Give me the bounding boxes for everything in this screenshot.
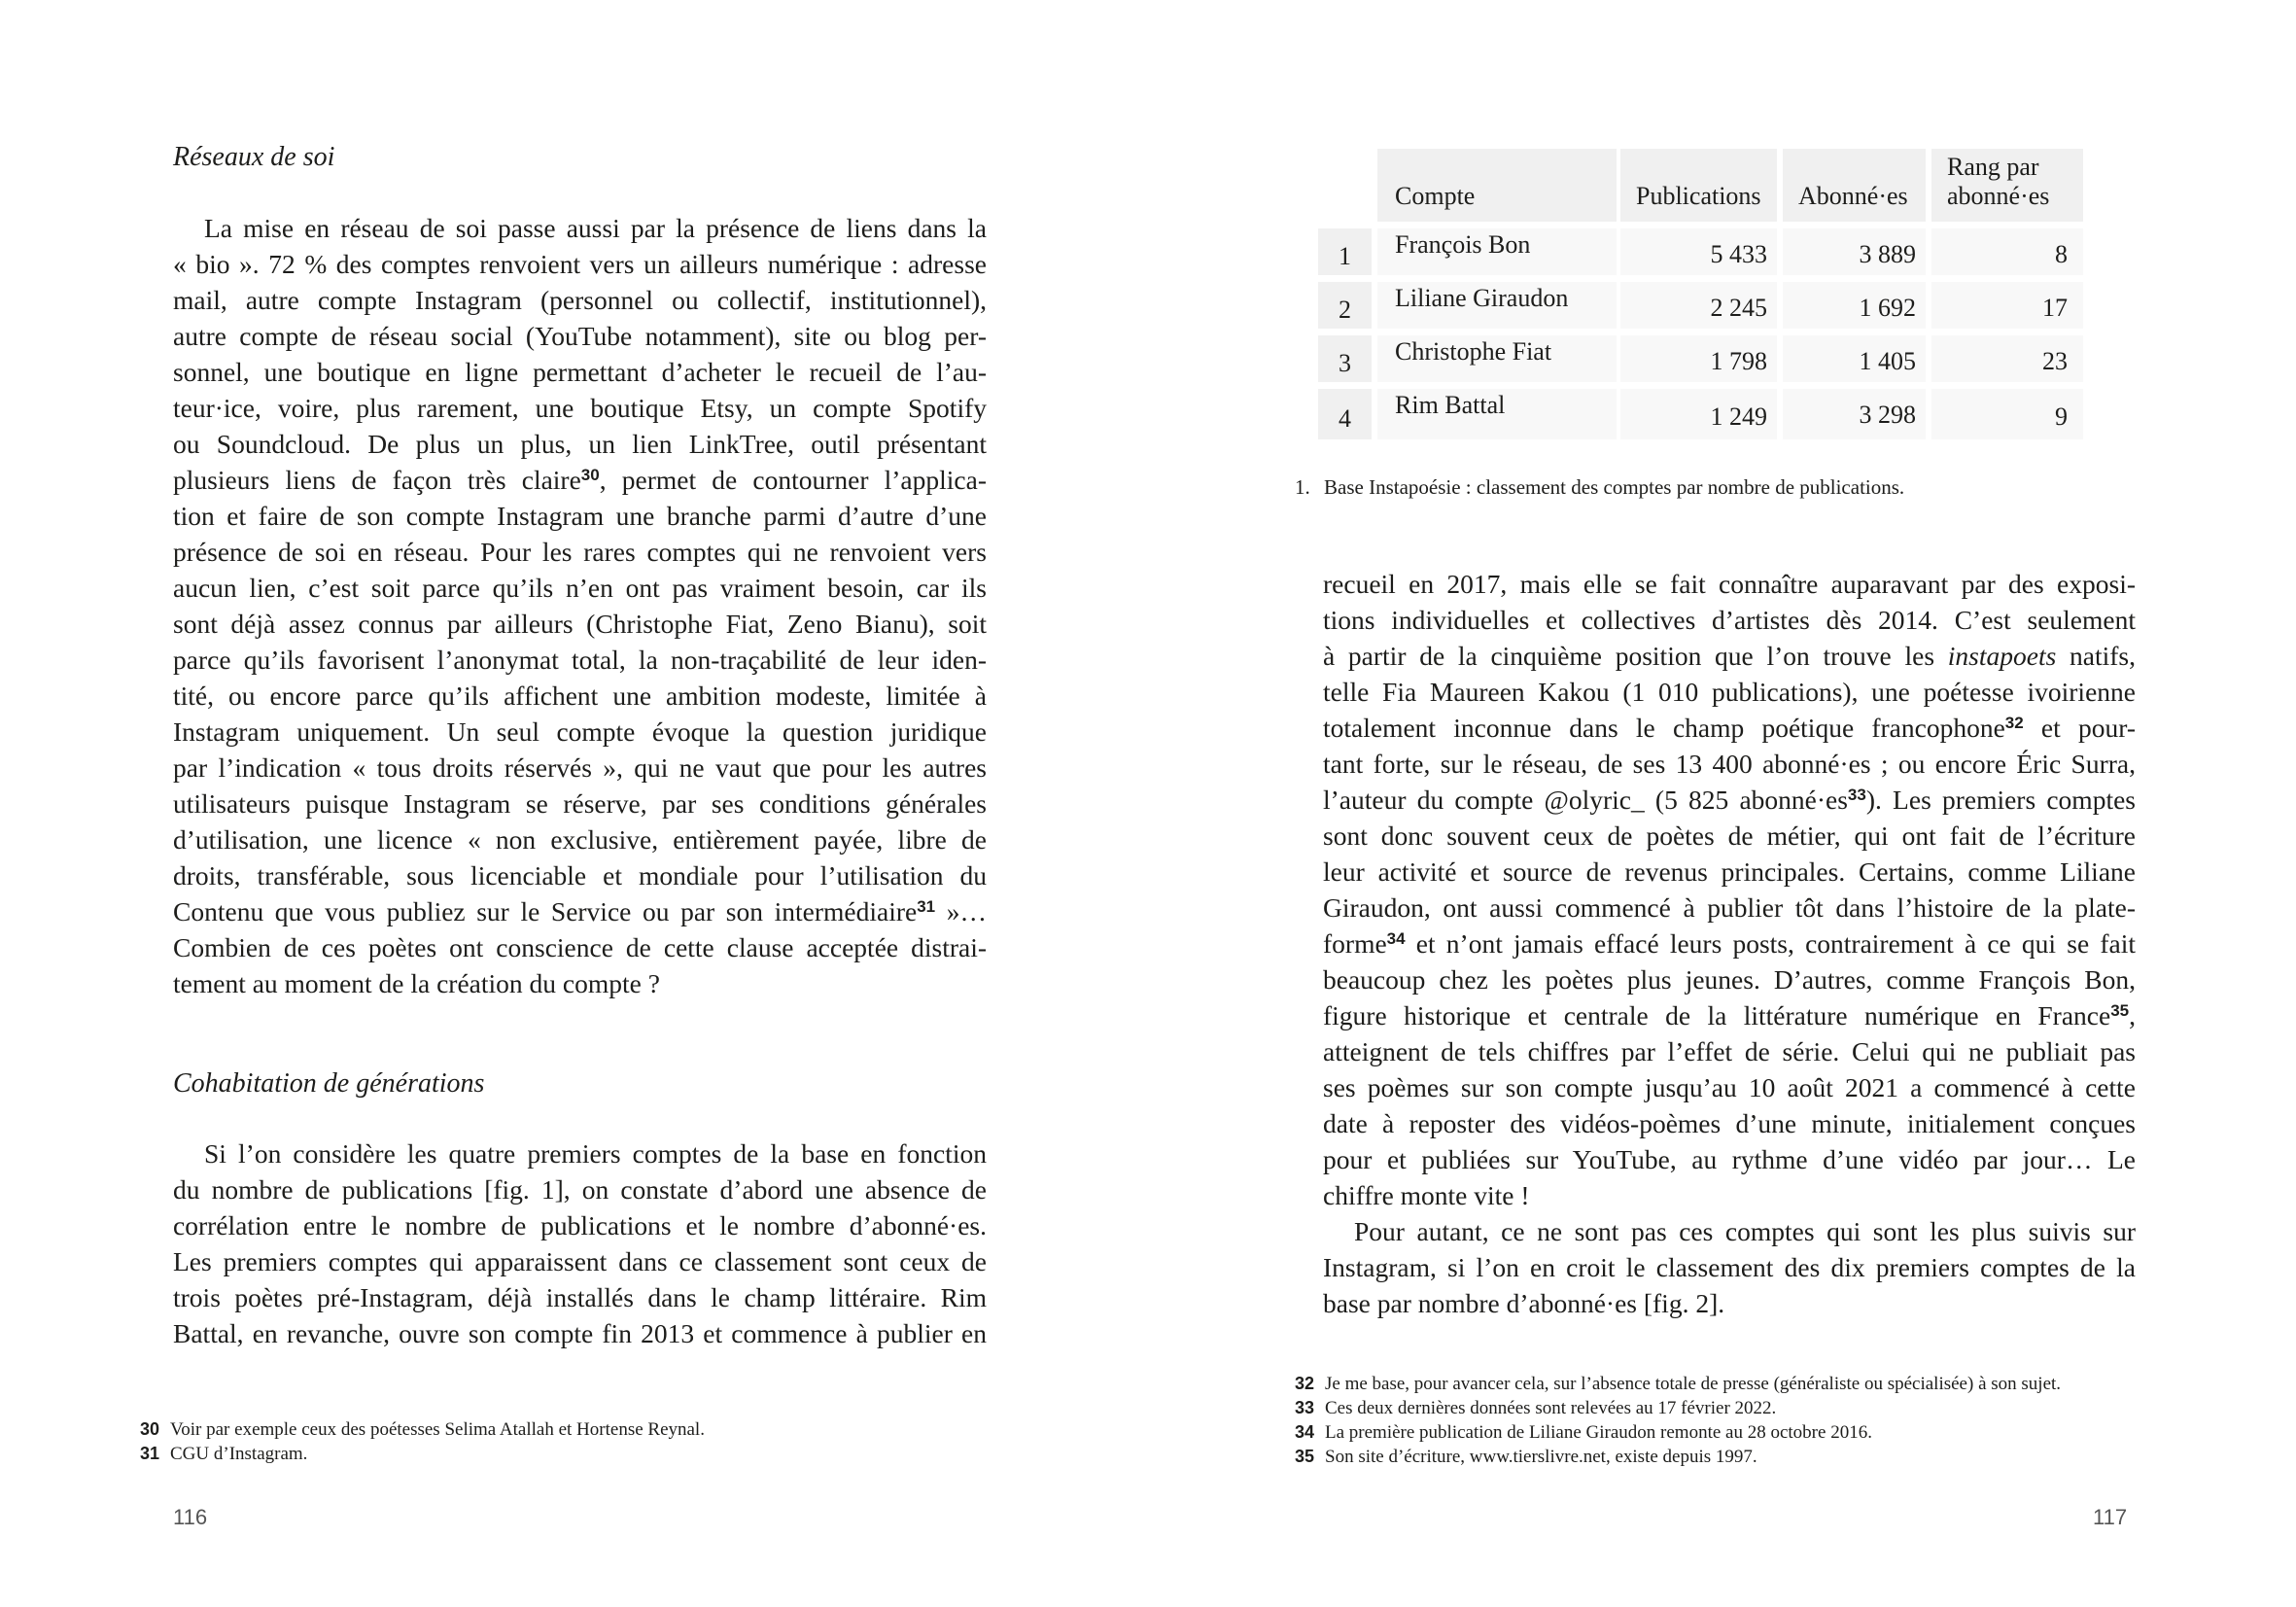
footnote-ref-35[interactable]: 35: [2110, 1001, 2130, 1020]
text-line: base par nombre d’abonné·es [fig. 2].: [1323, 1288, 1725, 1318]
cell-compte: François Bon: [1377, 228, 1617, 275]
text-line: tement au moment de la création du compte ?: [173, 968, 660, 998]
text-segment: natifs,: [2056, 641, 2136, 671]
row-rank: 3: [1318, 335, 1372, 382]
text-line: mail, autre compte Instagram (personnel ou collectif, institutionnel),: [173, 285, 987, 315]
text-line: tion et faire de son compte Instagram une branche parmi d’autre d’une: [173, 501, 987, 531]
row-rank: 4: [1318, 389, 1372, 439]
cell-publications: 1 249: [1620, 389, 1777, 439]
footnote-text: Voir par exemple ceux des poétesses Selima Atallah et Hortense Reynal.: [170, 1419, 705, 1440]
cell-compte: Rim Battal: [1377, 389, 1617, 439]
page-number-left: 116: [173, 1505, 208, 1529]
text-line: présence de soi en réseau. Pour les rares comptes qui ne renvoient vers: [173, 537, 987, 567]
text-segment: ). Les premiers comptes: [1865, 785, 2136, 815]
figure-1-table: [1318, 149, 2083, 446]
footnote-number: 32: [1295, 1374, 1315, 1393]
cell-rang: 9: [1931, 389, 2083, 439]
text-line: par l’indication « tous droits réservés », qui ne vaut que pour les autres: [173, 752, 987, 783]
cell-abonnes: 3 889: [1783, 228, 1926, 275]
text-line: utilisateurs puisque Instagram se réserve, par ses conditions générales: [173, 788, 987, 819]
text-segment: l’auteur du compte @olyric_ (5 825 abonné·es: [1323, 785, 1848, 815]
footnotes-left: [140, 1417, 705, 1466]
footnote-ref-34[interactable]: 34: [1386, 929, 1406, 948]
footnote-number: 34: [1295, 1422, 1315, 1442]
text-line: chiffre monte vite !: [1323, 1180, 1530, 1210]
table-header-rang: [1931, 149, 2083, 222]
text-line: « bio ». 72 % des comptes renvoient vers un ailleurs numérique : adresse: [173, 249, 987, 279]
text-line: droits, transférable, sous licenciable et mondiale pour l’utilisation du: [173, 860, 987, 891]
paragraph-reseaux: [173, 210, 987, 1001]
text-segment: forme: [1323, 928, 1387, 959]
text-line: [173, 893, 987, 929]
footnotes-right: [1295, 1372, 2061, 1469]
footnote-number: 33: [1295, 1398, 1315, 1417]
text-segment: totalement inconnue dans le champ poétique francophone: [1323, 713, 2005, 743]
text-line: date à reposter des vidéos-poèmes d’une minute, initialement conçues: [1323, 1108, 2136, 1138]
text-line: teur·ice, voire, plus rarement, une boutique Etsy, un compte Spotify: [173, 393, 987, 423]
text-segment: ,: [2129, 1000, 2136, 1031]
text-line: aucun lien, c’est soit parce qu’ils n’en ont pas vraiment besoin, car ils: [173, 573, 987, 603]
text-line: pour et publiées sur YouTube, au rythme d’une vidéo par jour… Le: [1323, 1144, 2136, 1174]
text-line: corrélation entre le nombre de publications et le nombre d’abonné·es.: [173, 1210, 987, 1240]
page-number-right: 117: [2093, 1505, 2128, 1529]
cell-rang: 17: [1931, 282, 2083, 329]
row-rank: 1: [1318, 228, 1372, 275]
text-line: Instagram uniquement. Un seul compte évoque la question juridique: [173, 716, 987, 747]
footnote-ref-33[interactable]: 33: [1847, 786, 1866, 804]
footnote-ref-30[interactable]: 30: [580, 466, 600, 484]
table-header-abonnes: Abonné·es: [1783, 149, 1926, 222]
footnote-30: [140, 1417, 705, 1442]
text-line: Combien de ces poètes ont conscience de cette clause acceptée distrai-: [173, 932, 987, 962]
cell-compte: Christophe Fiat: [1377, 335, 1617, 382]
text-line: d’utilisation, une licence « non exclusive, entièrement payée, libre de: [173, 824, 987, 855]
text-line: recueil en 2017, mais elle se fait connaître auparavant par des exposi-: [1323, 569, 2136, 599]
text-segment: et n’ont jamais effacé leurs posts, contrairement à ce qui se fait: [1405, 928, 2136, 959]
text-line: [1323, 926, 2136, 961]
text-line: [1323, 782, 2136, 818]
paragraph-right: [1323, 566, 2136, 1321]
text-line: tant forte, sur le réseau, de ses 13 400 abonné·es ; ou encore Éric Surra,: [1323, 749, 2136, 779]
caption-number: 1.: [1295, 475, 1310, 499]
footnote-34: [1295, 1420, 2061, 1445]
table-header-rang-line2: abonné·es: [1947, 182, 2050, 210]
text-line: Battal, en revanche, ouvre son compte fin 2013 et commence à publier en: [173, 1318, 987, 1348]
text-line: Instagram, si l’on en croit le classement des dix premiers comptes de la: [1323, 1252, 2136, 1282]
text-line: Giraudon, ont aussi commencé à publier tôt dans l’histoire de la plate-: [1323, 892, 2136, 923]
text-line: du nombre de publications [fig. 1], on constate d’abord une absence de: [173, 1174, 987, 1205]
section-heading-cohabitation: Cohabitation de générations: [173, 1068, 485, 1099]
row-rank: 2: [1318, 282, 1372, 329]
text-line: Les premiers comptes qui apparaissent dans ce classement sont ceux de: [173, 1246, 987, 1276]
footnote-ref-32[interactable]: 32: [2004, 714, 2024, 732]
footnote-text: La première publication de Liliane Giraudon remonte au 28 octobre 2016.: [1325, 1422, 1872, 1443]
footnote-text: Je me base, pour avancer cela, sur l’absence totale de presse (généraliste ou spécialisée) à son sujet.: [1325, 1374, 2062, 1394]
text-line: Si l’on considère les quatre premiers comptes de la base en fonction: [204, 1138, 987, 1169]
cell-abonnes: 1 405: [1783, 335, 1926, 382]
text-line: telle Fia Maureen Kakou (1 010 publications), une poétesse ivoirienne: [1323, 677, 2136, 707]
cell-publications: 1 798: [1620, 335, 1777, 382]
italic-term: instapoets: [1947, 641, 2057, 671]
cell-compte: Liliane Giraudon: [1377, 282, 1617, 329]
text-line: [1323, 710, 2136, 746]
cell-abonnes: 1 692: [1783, 282, 1926, 329]
figure-1-caption: [1295, 474, 1904, 500]
table-header-rang-line1: Rang par: [1947, 153, 2039, 181]
footnote-31: [140, 1442, 705, 1466]
text-line: trois poètes pré-Instagram, déjà installés dans le champ littéraire. Rim: [173, 1282, 987, 1312]
footnote-ref-31[interactable]: 31: [917, 897, 936, 916]
text-line: tions individuelles et collectives d’artistes dès 2014. C’est seulement: [1323, 605, 2136, 635]
text-line: ses poèmes sur son compte jusqu’au 10 août 2021 a commencé à cette: [1323, 1072, 2136, 1102]
footnote-32: [1295, 1372, 2061, 1396]
table-header-compte: Compte: [1377, 149, 1617, 222]
text-line: atteignent de tels chiffres par l’effet de série. Celui qui ne publiait pas: [1323, 1036, 2136, 1066]
text-line: Pour autant, ce ne sont pas ces comptes qui sont les plus suivis sur: [1354, 1216, 2136, 1246]
footnote-35: [1295, 1445, 2061, 1469]
cell-publications: 5 433: [1620, 228, 1777, 275]
cell-rang: 8: [1931, 228, 2083, 275]
footnote-number: 35: [1295, 1447, 1315, 1466]
cell-publications: 2 245: [1620, 282, 1777, 329]
text-line: La mise en réseau de soi passe aussi par la présence de liens dans la: [204, 213, 987, 243]
paragraph-cohabitation: [173, 1135, 987, 1351]
text-line: parce qu’ils favorisent l’anonymat total, la non-traçabilité de leur iden-: [173, 645, 987, 675]
footnote-text: Ces deux dernières données sont relevées au 17 février 2022.: [1325, 1398, 1777, 1418]
text-line: autre compte de réseau social (YouTube notamment), site ou blog per-: [173, 321, 987, 351]
table-header-publications: Publications: [1620, 149, 1777, 222]
text-line: ou Soundcloud. De plus un plus, un lien LinkTree, outil présentant: [173, 429, 987, 459]
text-segment: figure historique et centrale de la littérature numérique en France: [1323, 1000, 2111, 1031]
text-line: leur activité et source de revenus principales. Certains, comme Liliane: [1323, 856, 2136, 887]
text-line: [173, 462, 987, 498]
footnote-text: Son site d’écriture, www.tierslivre.net, existe depuis 1997.: [1325, 1447, 1757, 1467]
text-segment: , permet de contourner l’applica-: [599, 465, 987, 495]
text-segment: et pour-: [2023, 713, 2136, 743]
text-line: beaucoup chez les poètes plus jeunes. D’autres, comme François Bon,: [1323, 964, 2136, 995]
text-line: tité, ou encore parce qu’ils affichent une ambition modeste, limitée à: [173, 681, 987, 711]
text-segment: Contenu que vous publiez sur le Service ou par son intermédiaire: [173, 896, 918, 926]
text-line: sonnel, une boutique en ligne permettant d’acheter le recueil de l’au-: [173, 357, 987, 387]
cell-abonnes: 3 298: [1783, 389, 1926, 439]
text-line: [1323, 638, 2136, 674]
footnote-text: CGU d’Instagram.: [170, 1444, 308, 1464]
footnote-33: [1295, 1396, 2061, 1420]
cell-rang: 23: [1931, 335, 2083, 382]
text-segment: plusieurs liens de façon très claire: [173, 465, 581, 495]
text-segment: à partir de la cinquième position que l’on trouve les: [1323, 641, 1948, 671]
section-heading-reseaux-de-soi: Réseaux de soi: [173, 142, 335, 172]
footnote-number: 31: [140, 1444, 160, 1463]
text-line: sont déjà assez connus par ailleurs (Christophe Fiat, Zeno Bianu), soit: [173, 609, 987, 639]
text-segment: »…: [935, 896, 987, 926]
caption-text: Base Instapoésie : classement des comptes par nombre de publications.: [1324, 475, 1905, 499]
text-line: [1323, 997, 2136, 1033]
footnote-number: 30: [140, 1419, 160, 1439]
text-line: sont donc souvent ceux de poètes de métier, qui ont fait de l’écriture: [1323, 821, 2136, 851]
